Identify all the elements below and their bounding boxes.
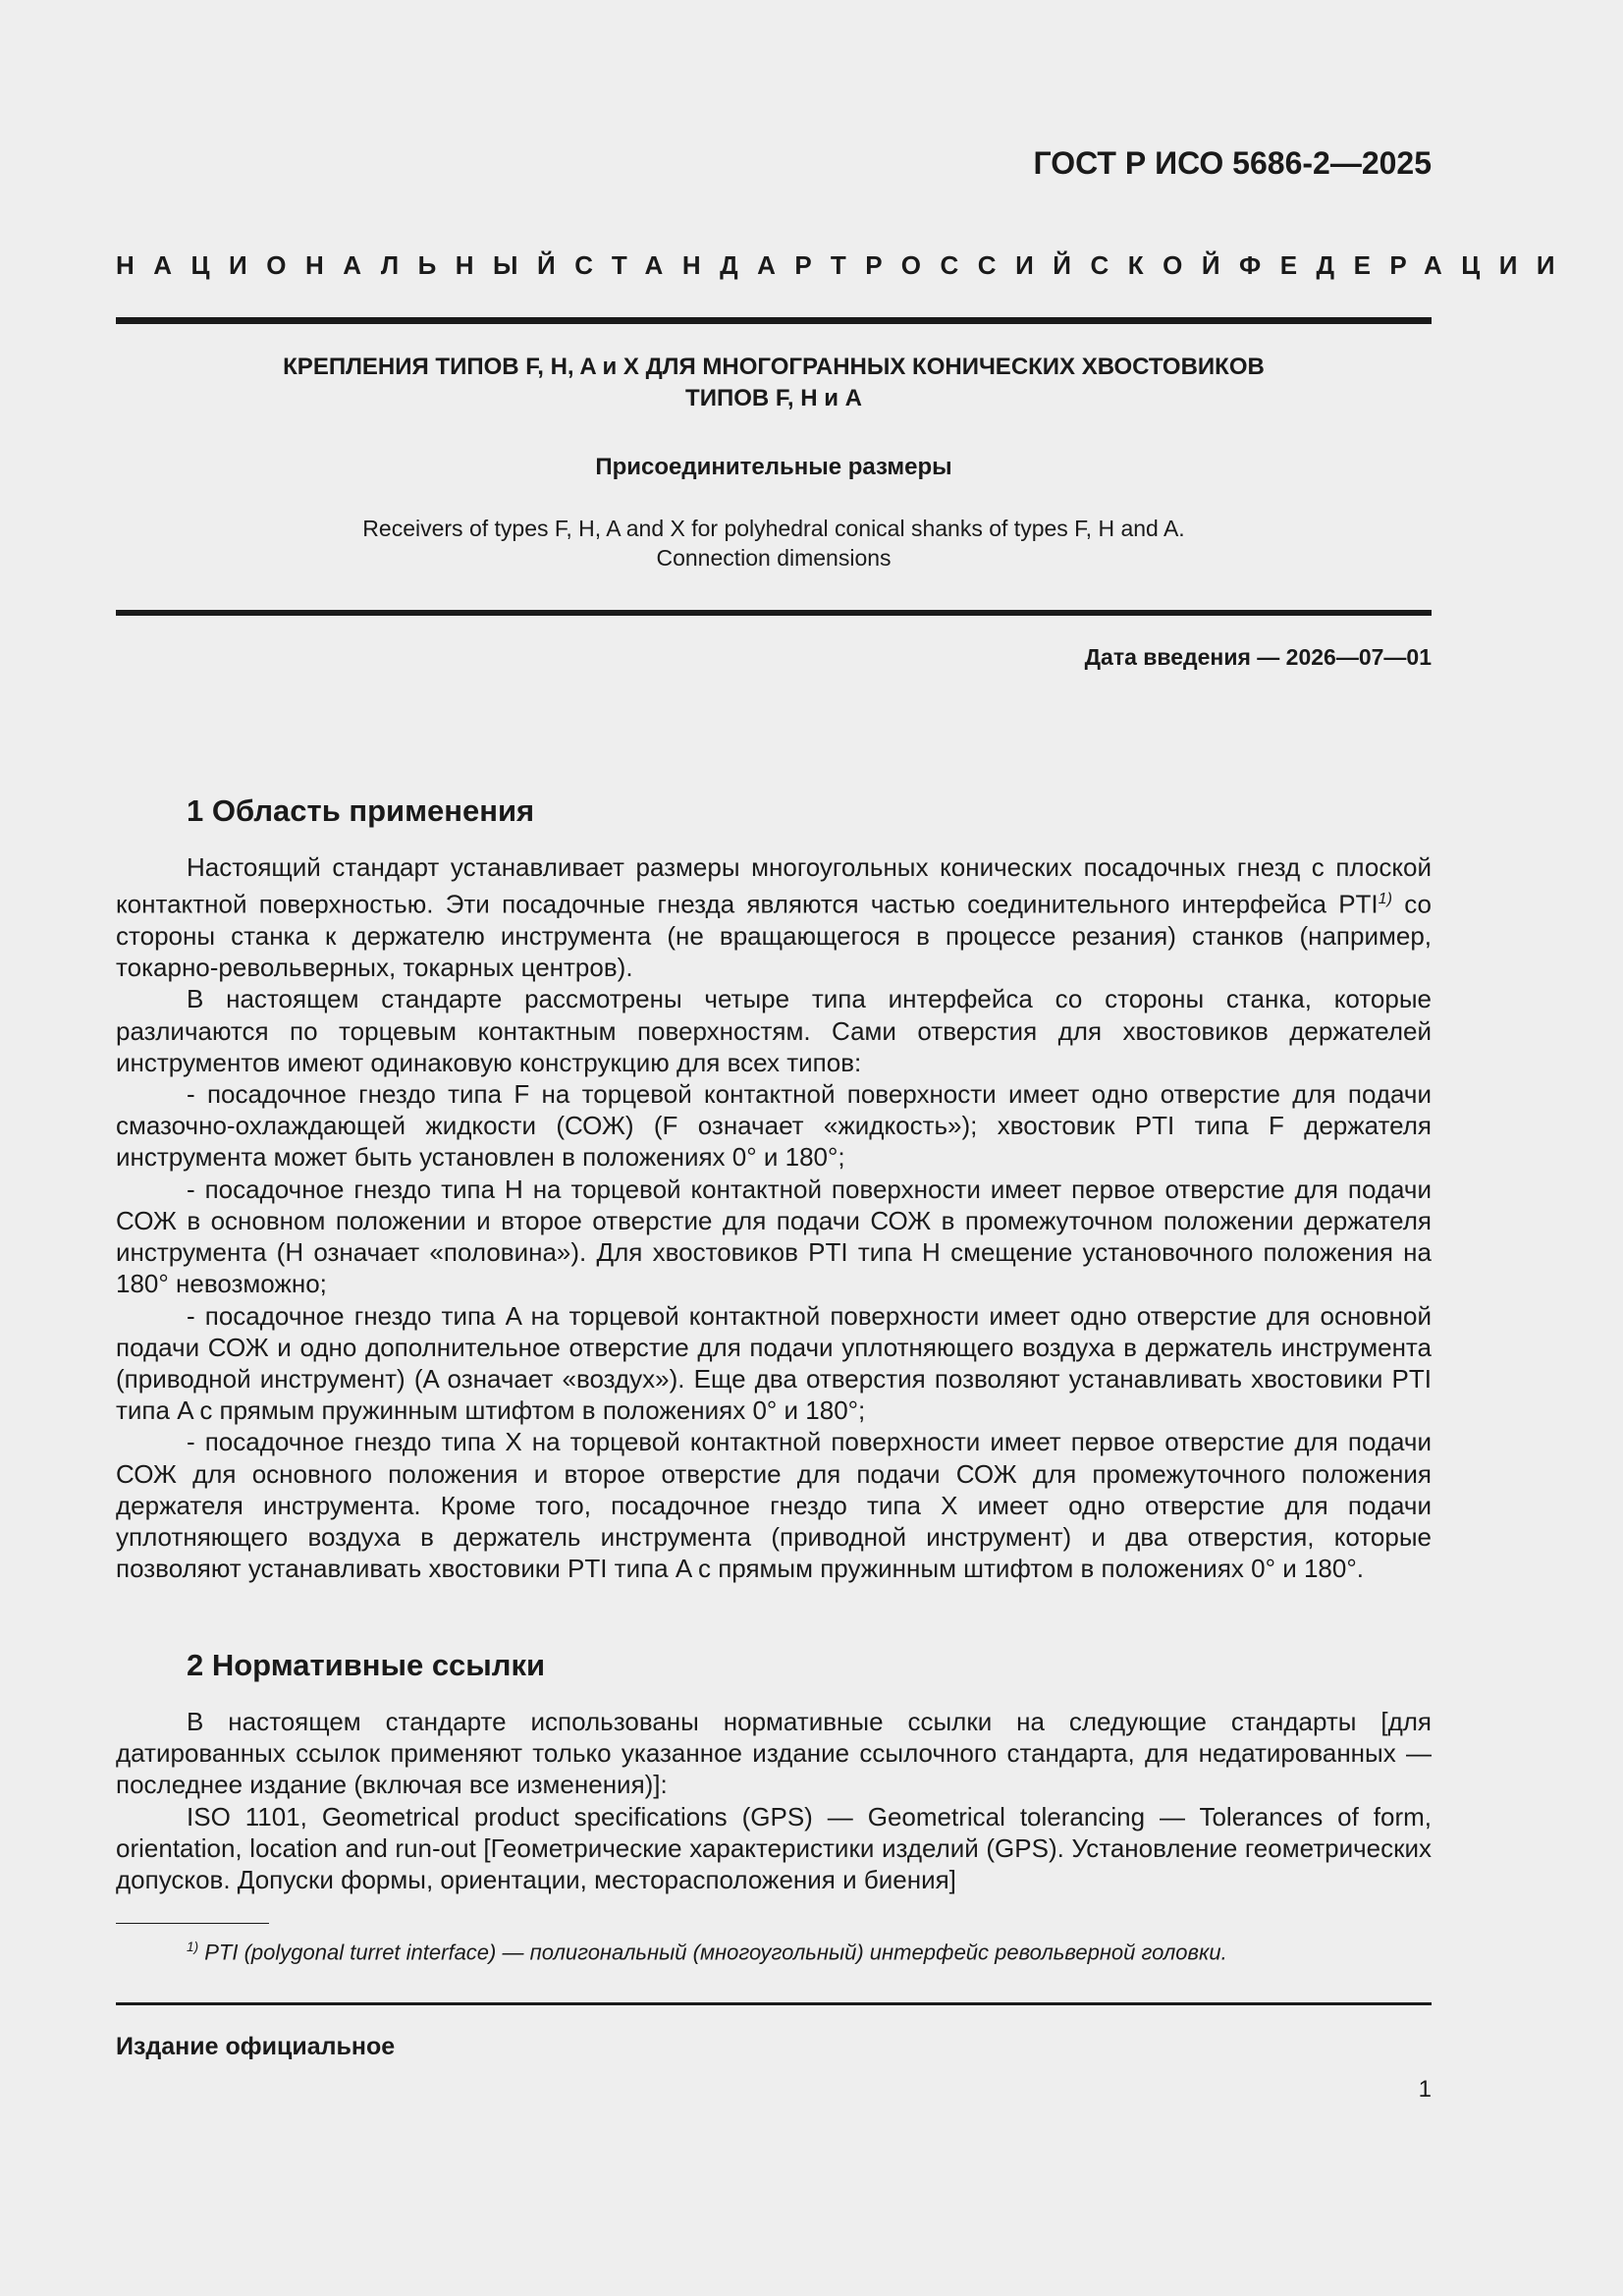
page-number: 1: [1418, 2076, 1432, 2103]
title-rule: [116, 610, 1432, 616]
date-of-introduction: Дата введения — 2026—07—01: [1084, 644, 1432, 670]
footnote: $^{1)}$ PTI (polygonal turret interface) — полигональный (многоугольный) интерфейс револьверной головки.: [187, 1940, 1227, 1965]
list-item: - посадочное гнездо типа X на торцевой контактной поверхности имеет первое отверстие для подачи СОЖ для основного положения и второе отверстие для подачи СОЖ для промежуточного положения держателя инструмента. Кроме того, посадочное гнездо типа X имеет одно отверстие для подачи уплотняющего воздуха в держатель инструмента (приводной инструмент) и два отверстия, которые позволяют устанавливать хвостовики PTI типа A с прямым пружинным штифтом в положениях 0° и 180°.: [116, 1427, 1432, 1584]
list-item: - посадочное гнездо типа A на торцевой контактной поверхности имеет одно отверстие для основной подачи СОЖ и одно дополнительное отверстие для подачи уплотняющего воздуха в держатель инструмента (приводной инструмент) (A означает «воздух»). Еще два отверстия позволяют устанавливать хвостовики PTI типа A с прямым пружинным штифтом в положениях 0° и 180°;: [116, 1300, 1432, 1426]
header-rule: [116, 317, 1432, 324]
national-standard-banner: [116, 250, 1575, 281]
paragraph: В настоящем стандарте рассмотрены четыре типа интерфейса со стороны станка, которые различаются по торцевым контактным поверхностям. Сами отверстия для хвостовиков держателей инструментов имеют одинаковую конструкцию для всех типов:: [116, 984, 1432, 1077]
document-page: [116, 0, 1575, 2296]
footnote-ref: 1): [1378, 890, 1392, 908]
footnote-separator: [116, 1923, 269, 1924]
banner-word: ФЕДЕРАЦИИ: [1239, 250, 1575, 280]
footer-rule: [116, 2002, 1432, 2005]
paragraph: В настоящем стандарте использованы нормативные ссылки на следующие стандарты [для датированных ссылок применяют только указанное издание ссылочного стандарта, для недатированных — последнее издание (включая все изменения)]:: [116, 1707, 1432, 1800]
section-2-heading: 2 Нормативные ссылки: [187, 1648, 546, 1682]
reference-item: ISO 1101, Geometrical product specifications (GPS) — Geometrical tolerancing — Tolerances of form, orientation, location and run-out [Геометрические характеристики изделий (GPS). Установление геометрических допусков. Допуски формы, ориентации, месторасположения и биения]: [116, 1801, 1432, 1895]
banner-word: РОССИЙСКОЙ: [865, 250, 1240, 280]
list-item: - посадочное гнездо типа H на торцевой контактной поверхности имеет первое отверстие для подачи СОЖ в основном положении и второе отверстие для подачи СОЖ в промежуточном положении держателя инструмента (H означает «половина»). Для хвостовиков PTI типа H смещение установочного положения на 180° невозможно;: [116, 1174, 1432, 1299]
title-en-line2: Connection dimensions: [656, 545, 892, 571]
section-1-body: [116, 851, 1432, 1584]
paragraph: Настоящий стандарт устанавливает размеры многоугольных конических посадочных гнезд с плоской контактной поверхностью. Эти посадочные гнезда являются частью соединительного интерфейса PTI$^{1)}$ со стороны станка к держателю инструмента (не вращающегося в процессе резания) станков (например, токарно-револьверных, токарных центров).: [116, 852, 1433, 983]
title-ru-line1: КРЕПЛЕНИЯ ТИПОВ F, H, A и X ДЛЯ МНОГОГРАННЫХ КОНИЧЕСКИХ ХВОСТОВИКОВ: [283, 354, 1265, 380]
official-edition-label: Издание официальное: [116, 2033, 396, 2060]
footnote-mark: 1): [187, 1940, 199, 1954]
title-en-line1: Receivers of types F, H, A and X for polyhedral conical shanks of types F, H and A.: [362, 516, 1185, 541]
title-ru: [116, 352, 1432, 414]
subtitle-ru: Присоединительные размеры: [595, 454, 952, 480]
title-ru-line2: ТИПОВ F, H и A: [685, 385, 862, 411]
banner-word: СТАНДАРТ: [574, 250, 866, 280]
banner-word: НАЦИОНАЛЬНЫЙ: [116, 250, 575, 280]
section-1-heading: 1 Область применения: [187, 793, 535, 828]
document-code: ГОСТ Р ИСО 5686-2—2025: [1033, 145, 1432, 181]
list-item: - посадочное гнездо типа F на торцевой контактной поверхности имеет одно отверстие для подачи смазочно-охлаждающей жидкости (СОЖ) (F означает «жидкость»); хвостовик PTI типа F держателя инструмента может быть установлен в положениях 0° и 180°;: [116, 1079, 1432, 1173]
section-2-body: [116, 1706, 1432, 1895]
title-en: [116, 514, 1432, 573]
